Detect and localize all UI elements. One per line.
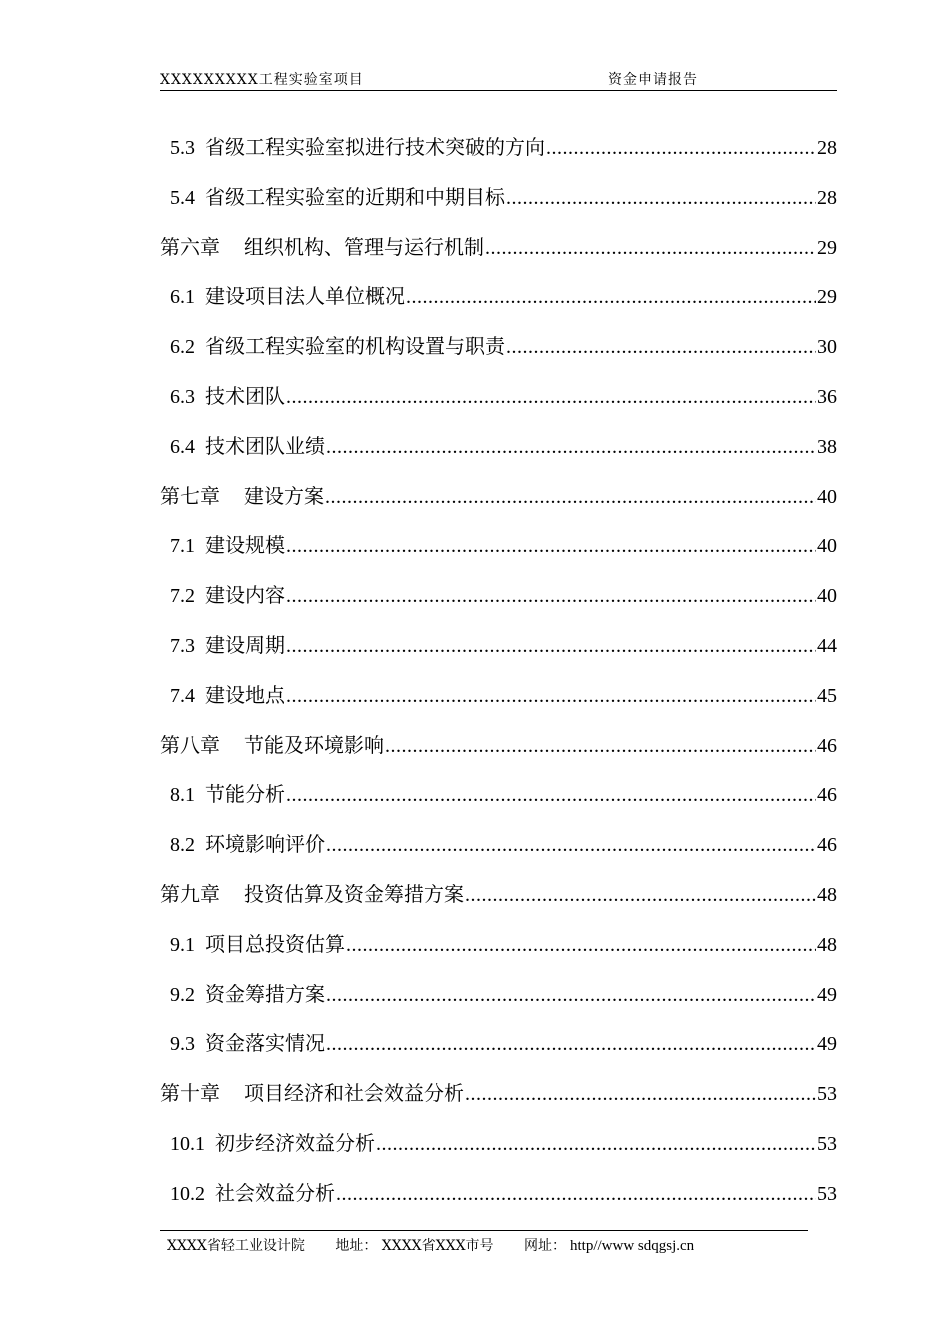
toc-entry-title: 投资估算及资金筹措方案	[244, 881, 464, 906]
toc-entry-number: 10.1	[170, 1132, 205, 1155]
toc-dot-leader	[325, 486, 816, 509]
toc-dot-leader	[406, 286, 816, 309]
toc-entry-number: 7.1	[170, 535, 195, 558]
toc-entry-title: 建设地点	[205, 682, 285, 707]
toc-section-entry[interactable]	[160, 1127, 837, 1177]
toc-entry-page-number: 48	[817, 883, 837, 906]
toc-entry-page-number: 53	[817, 1083, 837, 1106]
toc-entry-number: 6.4	[170, 435, 195, 458]
toc-dot-leader	[485, 237, 816, 260]
toc-dot-leader	[385, 735, 816, 758]
toc-dot-leader	[546, 137, 816, 160]
footer-website: http//www sdqgsj.cn	[570, 1238, 695, 1254]
toc-chapter-entry[interactable]	[160, 231, 837, 281]
toc-entry-title: 环境影响评价	[205, 832, 325, 857]
toc-entry-number: 9.1	[170, 933, 195, 956]
toc-entry-page-number: 36	[817, 385, 837, 408]
toc-dot-leader	[286, 386, 816, 409]
toc-entry-number: 7.3	[170, 634, 195, 657]
toc-dot-leader	[465, 884, 816, 907]
toc-entry-number: 7.2	[170, 585, 195, 608]
toc-section-entry[interactable]	[160, 679, 837, 729]
toc-entry-title: 项目总投资估算	[205, 931, 345, 956]
toc-dot-leader	[326, 436, 816, 459]
toc-entry-title: 节能分析	[205, 782, 285, 807]
toc-section-entry[interactable]	[160, 778, 837, 828]
toc-entry-page-number: 40	[817, 585, 837, 608]
toc-entry-page-number: 53	[817, 1182, 837, 1205]
toc-chapter-entry[interactable]	[160, 480, 837, 530]
toc-entry-page-number: 28	[817, 137, 837, 159]
toc-entry-page-number: 48	[817, 933, 837, 956]
toc-entry-number: 5.4	[170, 186, 195, 209]
toc-entry-page-number: 44	[817, 634, 837, 657]
toc-entry-number: 第六章	[160, 234, 220, 259]
toc-entry-number: 8.1	[170, 784, 195, 807]
toc-entry-title: 初步经济效益分析	[215, 1130, 375, 1155]
toc-entry-title: 资金筹措方案	[205, 981, 325, 1006]
toc-dot-leader	[346, 934, 816, 957]
toc-section-entry[interactable]	[160, 181, 837, 231]
toc-dot-leader	[326, 834, 816, 857]
toc-entry-title: 建设方案	[244, 483, 324, 508]
toc-entry-title: 省级工程实验室的机构设置与职责	[205, 334, 505, 359]
toc-entry-number: 第九章	[160, 881, 220, 906]
toc-entry-page-number: 38	[817, 435, 837, 458]
toc-dot-leader	[286, 635, 816, 658]
footer-address: 地址： XXXX省XXX市号	[335, 1238, 494, 1254]
toc-entry-number: 5.3	[170, 137, 195, 159]
table-of-contents	[160, 131, 837, 1227]
toc-entry-number: 6.3	[170, 385, 195, 408]
toc-entry-title: 项目经济和社会效益分析	[244, 1081, 464, 1106]
footer-website-label: 网址：	[524, 1238, 566, 1254]
toc-entry-number: 6.2	[170, 336, 195, 359]
toc-section-entry[interactable]	[160, 928, 837, 978]
toc-entry-title: 节能及环境影响	[244, 732, 384, 757]
toc-entry-number: 第七章	[160, 483, 220, 508]
toc-entry-page-number: 29	[817, 286, 837, 309]
toc-section-entry[interactable]	[160, 131, 837, 181]
toc-entry-number: 第十章	[160, 1081, 220, 1106]
toc-section-entry[interactable]	[160, 280, 837, 330]
header-report-title: 资金申请报告	[608, 72, 698, 88]
toc-chapter-entry[interactable]	[160, 729, 837, 779]
toc-dot-leader	[286, 784, 816, 807]
toc-entry-page-number: 40	[817, 485, 837, 508]
toc-dot-leader	[286, 685, 816, 708]
toc-dot-leader	[286, 535, 816, 558]
toc-entry-title: 省级工程实验室的近期和中期目标	[205, 184, 505, 209]
page-header	[160, 66, 837, 91]
toc-chapter-entry[interactable]	[160, 878, 837, 928]
toc-dot-leader	[336, 1183, 816, 1206]
toc-dot-leader	[506, 187, 816, 210]
toc-entry-title: 建设项目法人单位概况	[205, 284, 405, 309]
toc-dot-leader	[376, 1133, 816, 1156]
toc-entry-number: 6.1	[170, 286, 195, 309]
toc-entry-title: 建设内容	[205, 583, 285, 608]
toc-section-entry[interactable]	[160, 828, 837, 878]
toc-section-entry[interactable]	[160, 380, 837, 430]
toc-dot-leader	[506, 336, 816, 359]
toc-section-entry[interactable]	[160, 579, 837, 629]
toc-entry-page-number: 49	[817, 983, 837, 1006]
toc-section-entry[interactable]	[160, 978, 837, 1028]
page-footer	[167, 1235, 720, 1255]
toc-entry-number: 7.4	[170, 684, 195, 707]
toc-entry-number: 第八章	[160, 732, 220, 757]
toc-entry-number: 9.2	[170, 983, 195, 1006]
toc-dot-leader	[286, 585, 816, 608]
toc-dot-leader	[326, 984, 816, 1007]
toc-entry-page-number: 53	[817, 1132, 837, 1155]
toc-entry-number: 9.3	[170, 1033, 195, 1056]
footer-divider	[160, 1230, 808, 1231]
toc-entry-title: 资金落实情况	[205, 1031, 325, 1056]
toc-section-entry[interactable]	[160, 1177, 837, 1227]
toc-entry-page-number: 46	[817, 784, 837, 807]
toc-entry-number: 8.2	[170, 834, 195, 857]
header-project-title: XXXXXXXXX工程实验室项目	[160, 72, 364, 88]
toc-entry-title: 社会效益分析	[215, 1180, 335, 1205]
toc-entry-page-number: 45	[817, 684, 837, 707]
toc-dot-leader	[326, 1033, 816, 1056]
toc-entry-page-number: 29	[817, 236, 837, 259]
toc-section-entry[interactable]	[160, 629, 837, 679]
footer-institute: XXXX省轻工业设计院	[167, 1238, 305, 1254]
toc-entry-title: 技术团队业绩	[205, 433, 325, 458]
toc-entry-page-number: 46	[817, 834, 837, 857]
toc-entry-page-number: 46	[817, 734, 837, 757]
toc-entry-title: 省级工程实验室拟进行技术突破的方向	[205, 135, 545, 159]
toc-entry-title: 建设周期	[205, 632, 285, 657]
toc-entry-number: 10.2	[170, 1182, 205, 1205]
toc-entry-page-number: 30	[817, 336, 837, 359]
toc-dot-leader	[465, 1083, 816, 1106]
toc-entry-page-number: 49	[817, 1033, 837, 1056]
toc-entry-page-number: 40	[817, 535, 837, 558]
toc-entry-title: 组织机构、管理与运行机制	[244, 234, 484, 259]
toc-section-entry[interactable]	[160, 330, 837, 380]
toc-section-entry[interactable]	[160, 529, 837, 579]
toc-entry-page-number: 28	[817, 186, 837, 209]
toc-entry-title: 技术团队	[205, 383, 285, 408]
toc-entry-title: 建设规模	[205, 533, 285, 558]
toc-section-entry[interactable]	[160, 1027, 837, 1077]
toc-chapter-entry[interactable]	[160, 1077, 837, 1127]
toc-section-entry[interactable]	[160, 430, 837, 480]
